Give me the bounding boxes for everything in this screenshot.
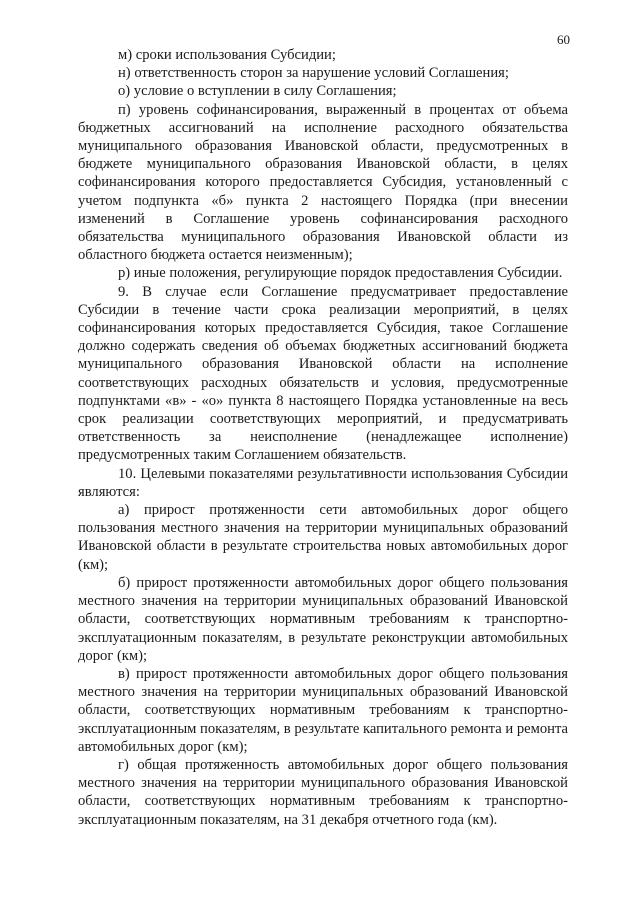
clause-p: п) уровень софинансирования, выраженный в процентах от объема бюджетных ассигнований на исполнение расходного обязательства муниципального образования Ивановской области, предусмотренных в бюджете муниципального образования Ивановской области, в целях софинансирования которого предоставляется Субсидия, установленный с учетом подпункта «б» пункта 2 настоящего Порядка (при внесении изменений в Соглашение уровень софинансирования расходного обязательства муниципального образования Ивановской области из областного бюджета остается неизменным); [78,101,568,264]
clause-10: 10. Целевыми показателями результативности использования Субсидии являются: [78,465,568,500]
clause-r: р) иные положения, регулирующие порядок предоставления Субсидии. [118,265,563,282]
indicator-v: в) прирост протяженности автомобильных дорог общего пользования местного значения на территории муниципальных образований Ивановской области, соответствующих нормативным требованиям к транспортно-эксплуатационным показателям, в результате капитального ремонта и ремонта автомобильных дорог (км); [78,665,568,755]
clause-o: о) условие о вступлении в силу Соглашения; [118,83,397,100]
clause-9: 9. В случае если Соглашение предусматривает предоставление Субсидии в течение части срока реализации мероприятий, в целях софинансирования которых предоставляется Субсидия, такое Соглашение должно содержать сведения об объемах бюджетных ассигнований бюджета муниципального образования Ивановской области на исполнение соответствующих расходных обязательств и условия, предусмотренные подпунктами «в» - «о» пункта 8 настоящего Порядка установленные на весь срок реализации соответствующих мероприятий, и предусматривать ответственность за неисполнение (ненадлежащее исполнение) предусмотренных таким Соглашением обязательств. [78,283,568,464]
clause-m: м) сроки использования Субсидии; [118,47,336,63]
indicator-b: б) прирост протяженности автомобильных дорог общего пользования местного значения на территории муниципальных образований Ивановской области, соответствующих нормативным требованиям к транспортно-эксплуатационным показателям, в результате реконструкции автомобильных дорог (км); [78,574,568,664]
indicator-g: г) общая протяженность автомобильных дорог общего пользования местного значения на территории муниципального образования Ивановской области, соответствующих нормативным требованиям к транспортно-эксплуатационным показателям, на 31 декабря отчетного года (км). [78,756,568,828]
document-body [78,46,568,829]
indicator-a: а) прирост протяженности сети автомобильных дорог общего пользования местного значения на территории муниципальных образований Ивановской области в результате строительства новых автомобильных дорог (км); [78,502,568,573]
page-number: 60 [557,32,570,47]
clause-n: н) ответственность сторон за нарушение условий Соглашения; [118,65,509,82]
